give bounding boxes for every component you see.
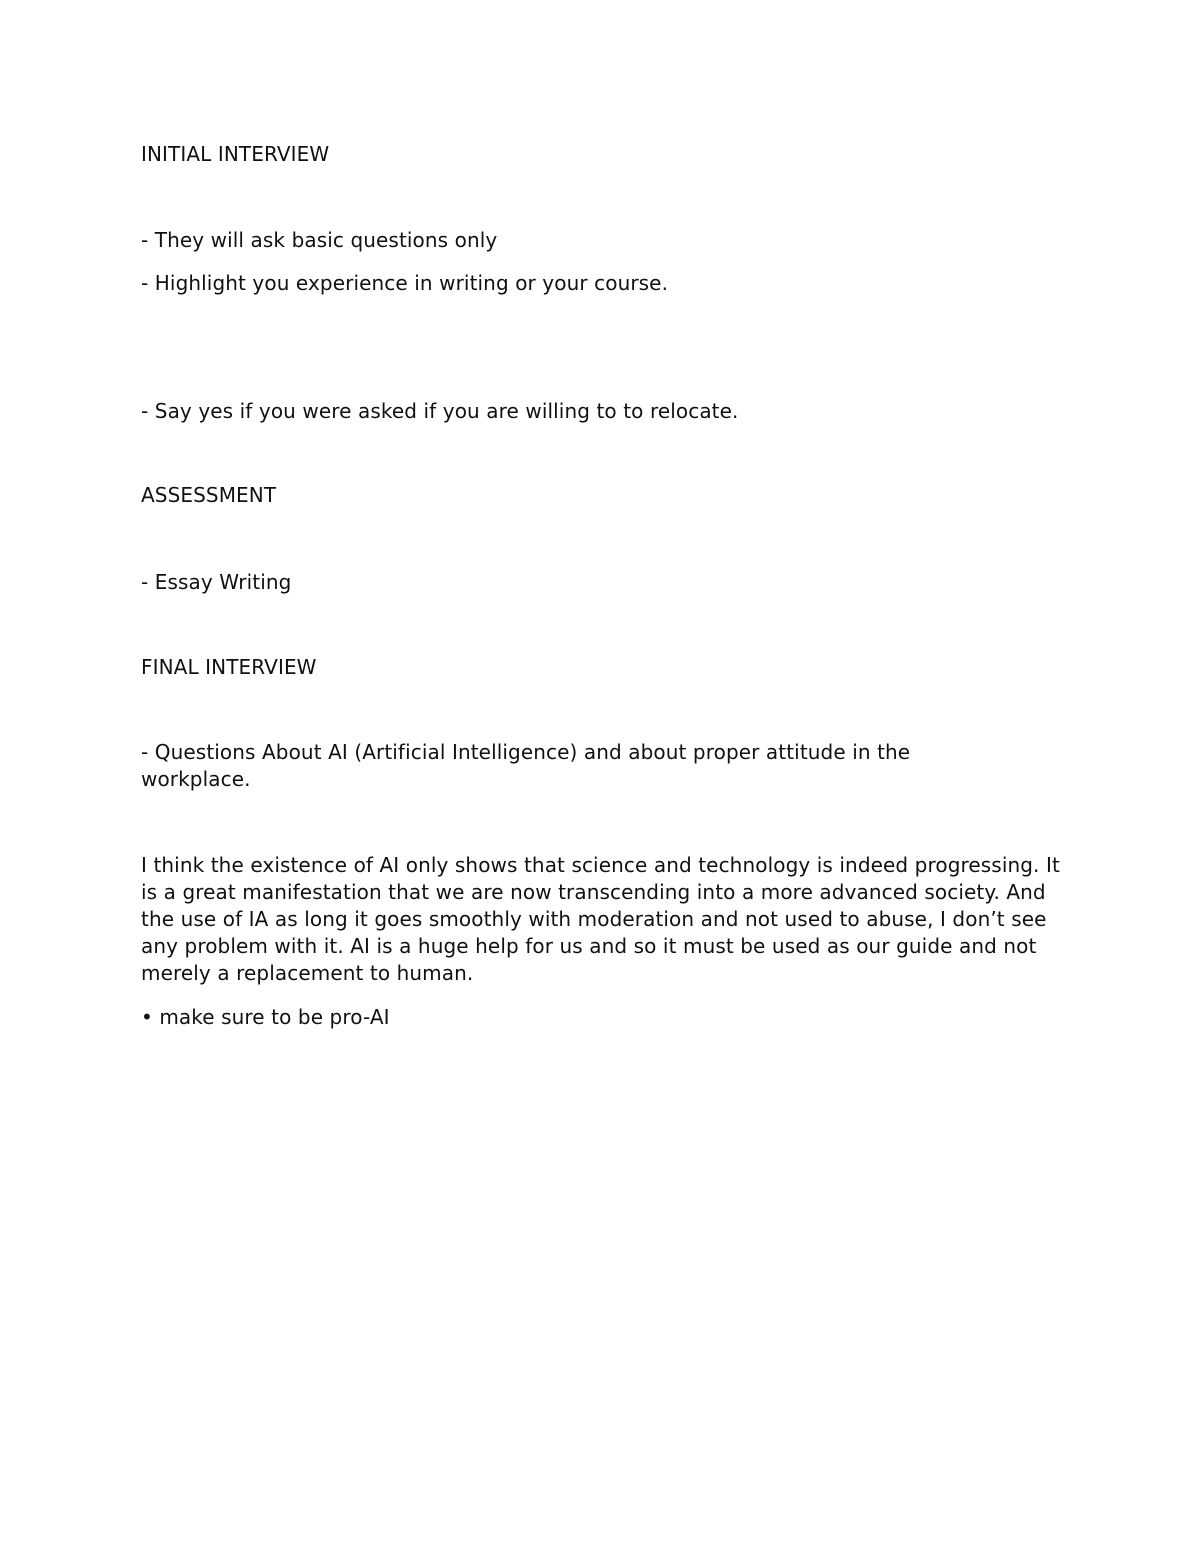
heading-assessment: ASSESSMENT [141, 483, 277, 507]
final-item-ai-questions: - Questions About AI (Artificial Intelligence) and about proper attitude in the workplace. [141, 740, 911, 791]
bullet-note: • make sure to be pro-AI [141, 1005, 390, 1029]
initial-item-basic-questions: - They will ask basic questions only [141, 228, 498, 252]
heading-final-interview: FINAL INTERVIEW [141, 655, 317, 679]
initial-item-relocate: - Say yes if you were asked if you are willing to to relocate. [141, 399, 739, 423]
assessment-item-essay: - Essay Writing [141, 570, 292, 594]
heading-initial-interview: INITIAL INTERVIEW [141, 142, 330, 166]
answer-paragraph: I think the existence of AI only shows that science and technology is indeed progressing. It is a great manifestation that we are now transcending into a more advanced society. And the use of IA as long it goes smoothly with moderation and not used to abuse, I don’t see any problem with it. AI is a huge help for us and so it must be used as our guide and not merely a replacement to human. [141, 853, 1060, 985]
initial-item-highlight-experience: - Highlight you experience in writing or your course. [141, 271, 669, 295]
